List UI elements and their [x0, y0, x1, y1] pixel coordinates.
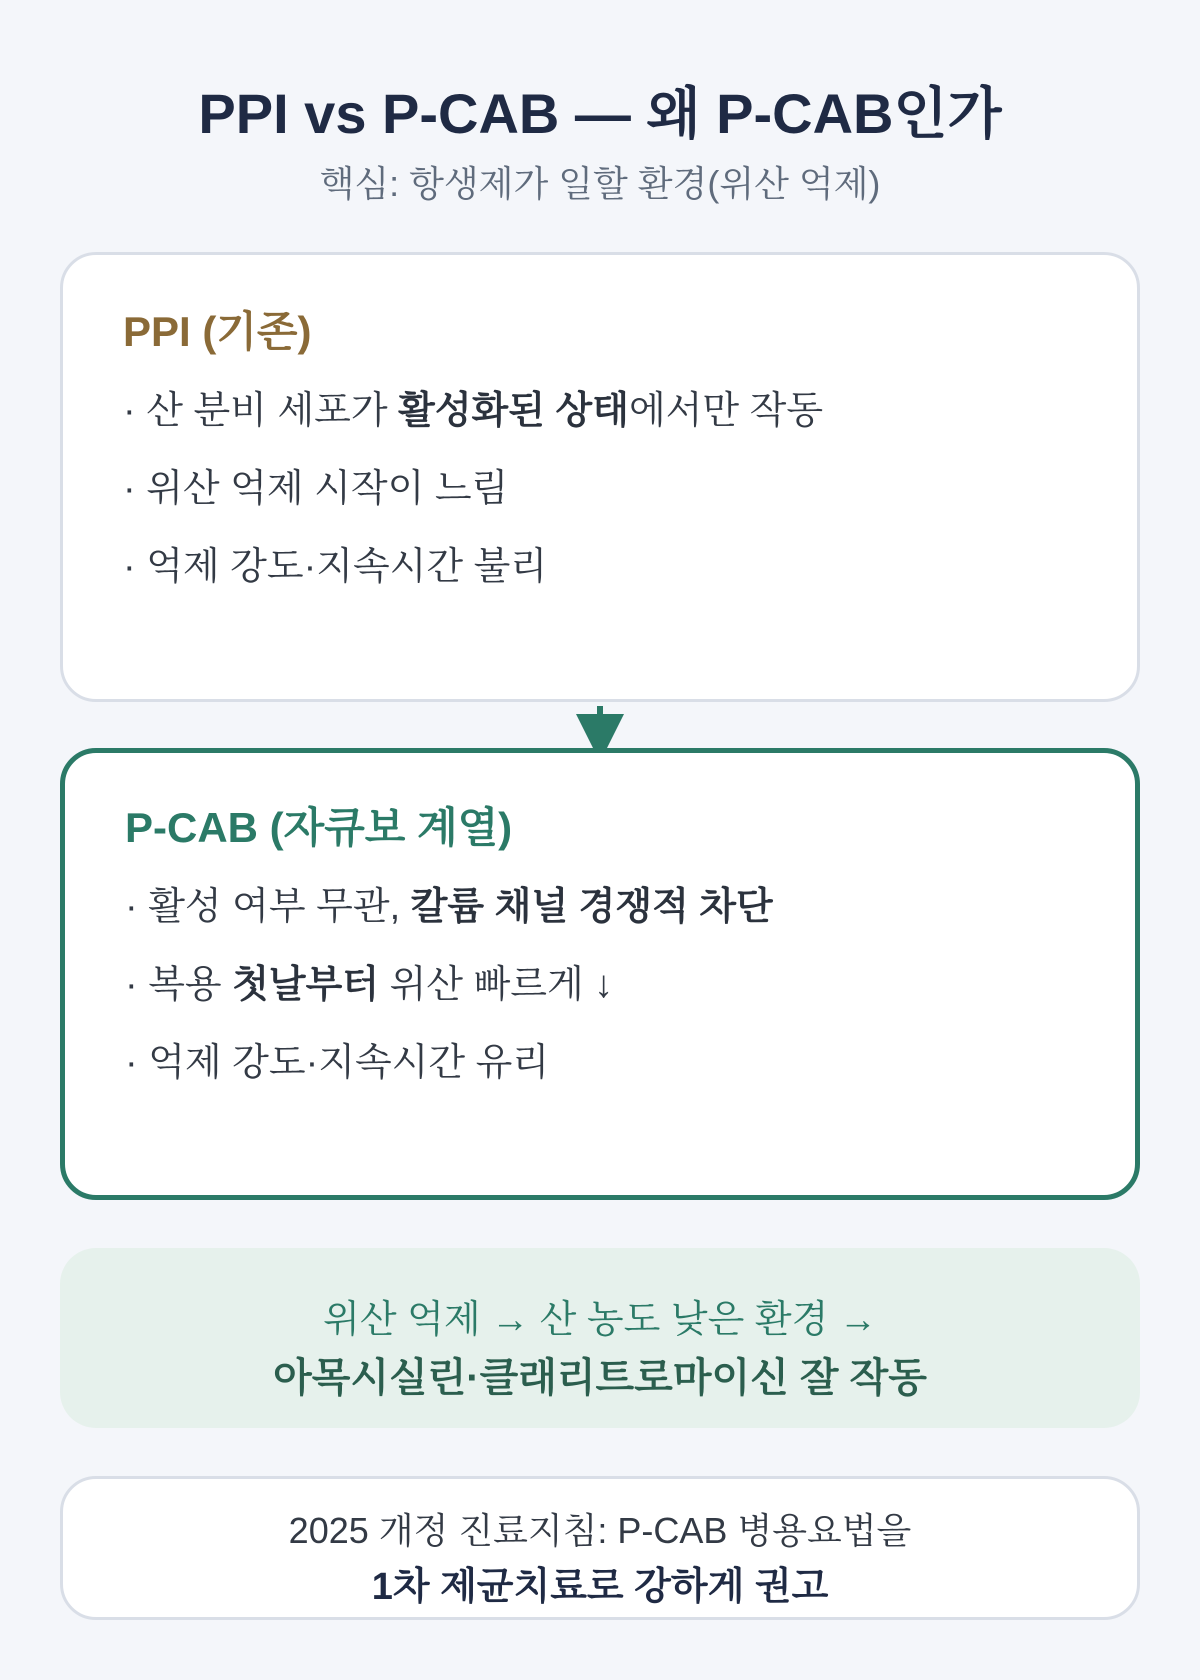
pcab-bullet-3-text: · 억제 강도·지속시간 유리: [125, 1042, 550, 1084]
page-title: PPI vs P-CAB — 왜 P-CAB인가: [198, 82, 1002, 145]
ppi-bullet-3-text: · 억제 강도·지속시간 불리: [123, 546, 548, 588]
ppi-bullet-1: [123, 379, 823, 434]
pcab-bullet-2: [125, 953, 613, 1008]
ppi-bullet-3: [123, 535, 547, 590]
guideline-line-2: 1차 제균치료로 강하게 권고: [371, 1566, 829, 1608]
ppi-card-heading: PPI (기존): [123, 308, 312, 355]
pcab-bullet-2-prefix: · 복용: [125, 964, 233, 1006]
guideline-line-1: 2025 개정 진료지침: P-CAB 병용요법을: [288, 1510, 912, 1551]
summary-line-1: 위산 억제 → 산 농도 낮은 환경 →: [323, 1299, 877, 1341]
guideline-box: [60, 1476, 1140, 1620]
ppi-bullet-2-text: · 위산 억제 시작이 느림: [123, 468, 509, 510]
pcab-card-heading: P-CAB (자큐보 계열): [125, 804, 513, 851]
summary-line-2: 아목시실린·클래리트로마이신 잘 작동: [273, 1356, 927, 1400]
pcab-bullet-2-bold: 첫날부터: [232, 964, 380, 1006]
pcab-bullet-1-prefix: · 활성 여부 무관,: [125, 886, 411, 928]
summary-box: [60, 1248, 1140, 1428]
ppi-bullet-2: [123, 457, 508, 512]
pcab-bullet-1-bold: 칼륨 채널 경쟁적 차단: [410, 886, 773, 928]
pcab-bullet-3: [125, 1031, 549, 1086]
ppi-bullet-1-suffix: 에서만 작동: [628, 390, 824, 432]
pcab-bullet-1: [125, 875, 773, 930]
ppi-bullet-1-bold: 활성화된 상태: [398, 390, 629, 432]
pcab-bullet-2-suffix: 위산 빠르게 ↓: [379, 964, 614, 1006]
page-subtitle: 핵심: 항생제가 일할 환경(위산 억제): [319, 163, 881, 204]
pcab-card: [60, 748, 1140, 1200]
ppi-card: [60, 252, 1140, 702]
ppi-bullet-1-prefix: · 산 분비 세포가: [123, 390, 399, 432]
